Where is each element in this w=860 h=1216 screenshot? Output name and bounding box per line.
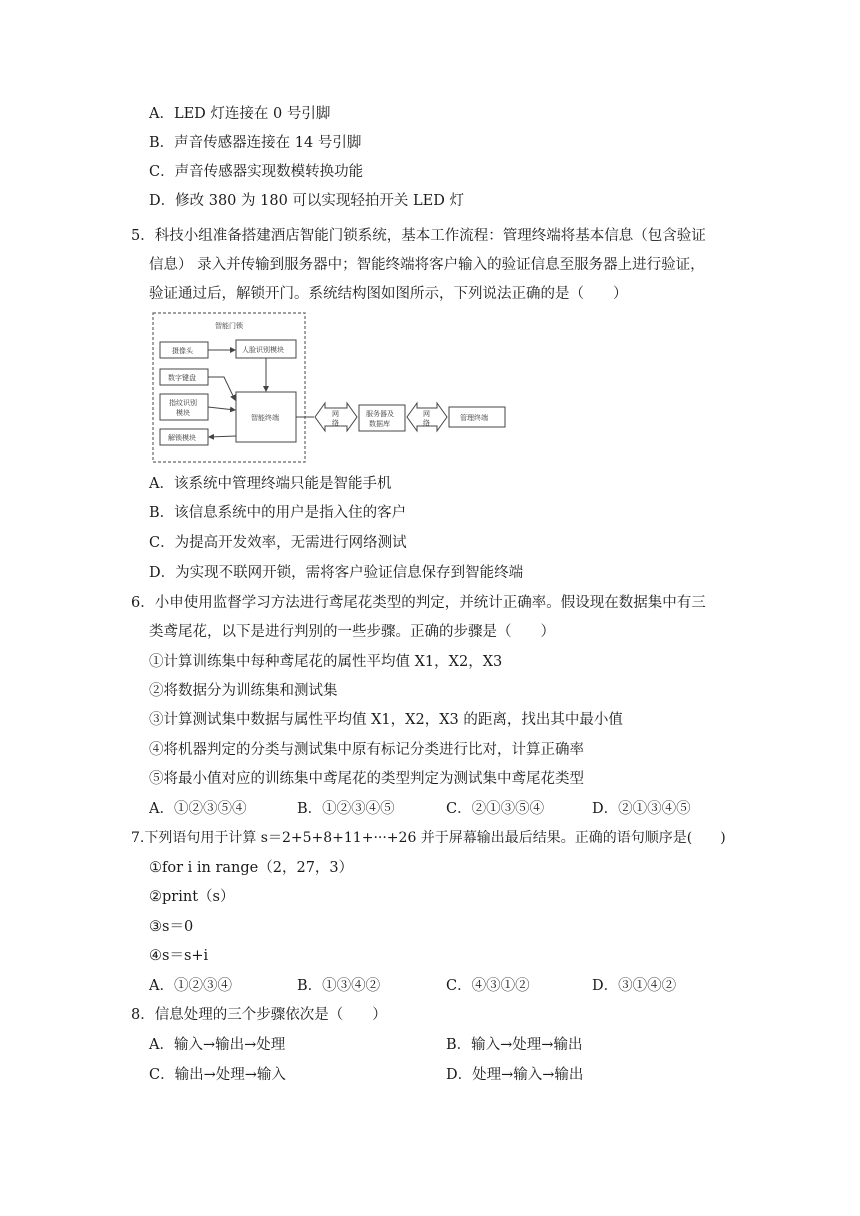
q6-stem-line-2: 类鸢尾花，以下是进行判别的一些步骤。正确的步骤是（ ）	[149, 624, 555, 640]
q8-option-a: A．输入→输出→处理	[149, 1037, 286, 1053]
q6-option-b: B．①②③④⑤	[297, 801, 395, 817]
network-1-label-b: 络	[332, 419, 339, 427]
q6-step-1: ①计算训练集中每种鸢尾花的属性平均值 X1，X2，X3	[149, 654, 503, 670]
q4-option-c: C．声音传感器实现数模转换功能	[149, 164, 364, 180]
q6-step-3: ③计算测试集中数据与属性平均值 X1，X2，X3 的距离，找出其中最小值	[149, 712, 623, 728]
q7-step-1: ①for i in range（2，27，3）	[149, 860, 354, 876]
q6-option-a: A．①②③⑤④	[149, 801, 247, 817]
server-label-1: 服务器及	[366, 410, 394, 418]
camera-label: 摄像头	[172, 347, 193, 355]
diagram-title: 智能门锁	[215, 322, 243, 330]
manager-terminal-label: 管理终端	[460, 414, 488, 422]
q5-option-c: C．为提高开发效率，无需进行网络测试	[149, 535, 407, 551]
fingerprint-label-2: 模块	[176, 409, 190, 417]
q6-stem-line-1: 6．小申使用监督学习方法进行鸢尾花类型的判定，并统计正确率。假设现在数据集中有三	[131, 595, 706, 611]
q5-stem-line-2: 信息） 录入并传输到服务器中；智能终端将客户输入的验证信息至服务器上进行验证，	[149, 257, 705, 273]
q5-option-d: D．为实现不联网开锁，需将客户验证信息保存到智能终端	[149, 565, 524, 581]
q7-option-a: A．①②③④	[149, 978, 232, 994]
face-module-label: 人脸识别模块	[242, 346, 284, 354]
q6-option-c: C．②①③⑤④	[446, 801, 545, 817]
network-2-label-a: 网	[423, 410, 430, 418]
q4-option-a: A．LED 灯连接在 0 号引脚	[149, 106, 331, 122]
keypad-label: 数字键盘	[168, 374, 196, 382]
q4-option-d: D．修改 380 为 180 可以实现轻拍开关 LED 灯	[149, 193, 464, 209]
q6-step-5: ⑤将最小值对应的训练集中鸢尾花的类型判定为测试集中鸢尾花类型	[149, 771, 584, 787]
smart-terminal-label: 智能终端	[251, 414, 279, 422]
q4-option-b: B．声音传感器连接在 14 号引脚	[149, 135, 362, 151]
q7-option-c: C．④③①②	[446, 978, 530, 994]
server-label-2: 数据库	[369, 420, 390, 428]
q8-option-c: C．输出→处理→输入	[149, 1067, 286, 1083]
q5-stem-line-1: 5．科技小组准备搭建酒店智能门锁系统，基本工作流程：管理终端将基本信息（包含验证	[131, 228, 706, 244]
network-2-label-b: 络	[423, 419, 430, 427]
q5-option-a: A．该系统中管理终端只能是智能手机	[149, 476, 392, 492]
q6-option-d: D．②①③④⑤	[592, 801, 691, 817]
q8-option-d: D．处理→输入→输出	[446, 1067, 584, 1083]
q6-step-2: ②将数据分为训练集和测试集	[149, 683, 338, 699]
q7-step-3: ③s＝0	[149, 919, 194, 935]
q7-option-d: D．③①④②	[592, 978, 677, 994]
q7-stem: 7.下列语句用于计算 s＝2+5+8+11+···+26 并于屏幕输出最后结果。正确的语句顺序是( )	[131, 830, 726, 846]
q8-option-b: B．输入→处理→输出	[446, 1037, 583, 1053]
smart-lock-system-diagram	[152, 312, 512, 464]
q8-stem: 8．信息处理的三个步骤依次是（ ）	[131, 1007, 387, 1023]
q5-option-b: B．该信息系统中的用户是指入住的客户	[149, 505, 407, 521]
q5-stem-line-3: 验证通过后，解锁开门。系统结构图如图所示，下列说法正确的是（ ）	[149, 286, 628, 302]
q7-option-b: B．①③④②	[297, 978, 381, 994]
q6-step-4: ④将机器判定的分类与测试集中原有标记分类进行比对，计算正确率	[149, 742, 584, 758]
fingerprint-label-1: 指纹识别	[169, 399, 197, 407]
q7-step-4: ④s＝s+i	[149, 948, 209, 964]
q7-step-2: ②print（s）	[149, 889, 235, 905]
network-1-label-a: 网	[332, 410, 339, 418]
unlock-label: 解锁模块	[168, 434, 196, 442]
